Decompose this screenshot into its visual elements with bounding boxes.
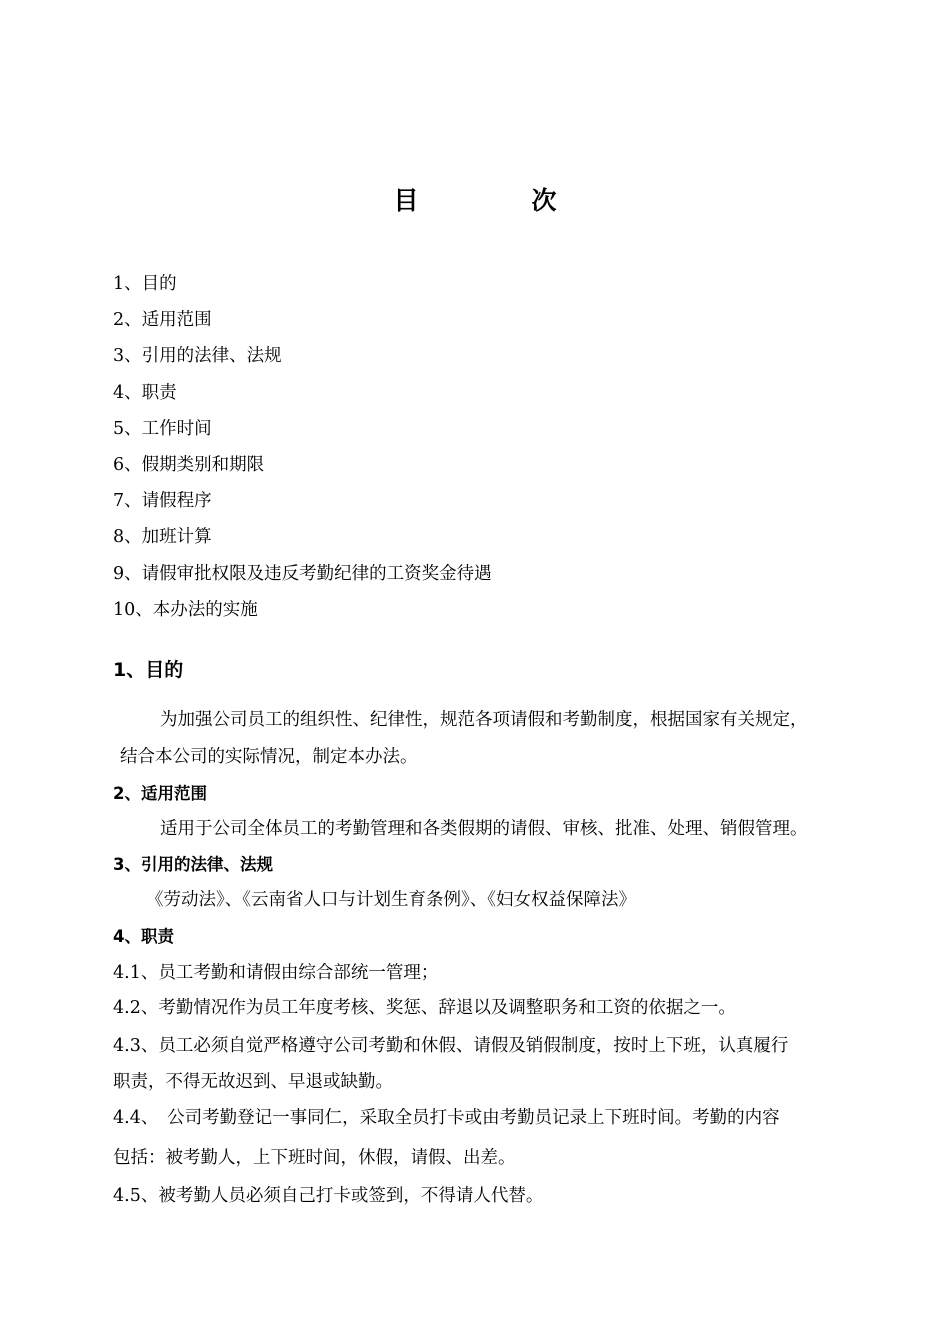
toc-item: 2、适用范围	[113, 310, 212, 331]
section-4-item-2: 4.2、考勤情况作为员工年度考核、奖惩、辞退以及调整职务和工资的依据之一。	[113, 998, 736, 1018]
toc-item: 8、加班计算	[113, 527, 212, 548]
toc-item: 1、目的	[113, 274, 177, 294]
toc-item: 3、引用的法律、法规	[113, 346, 282, 367]
section-3-heading: 3、引用的法律、法规	[113, 855, 273, 874]
section-4-item-4-line-1: 4.4、 公司考勤登记一事同仁，采取全员打卡或由考勤员记录上下班时间。考勤的内容	[113, 1108, 780, 1128]
toc-item: 9、请假审批权限及违反考勤纪律的工资奖金待遇	[113, 563, 492, 584]
section-4-item-4-line-2: 包括：被考勤人，上下班时间，休假，请假、出差。	[113, 1148, 516, 1168]
toc-item: 10、本办法的实施	[113, 599, 258, 620]
toc-item: 6、假期类别和期限	[113, 454, 265, 475]
section-4-item-1: 4.1、员工考勤和请假由综合部统一管理；	[113, 963, 439, 983]
section-4-item-3-line-1: 4.3、员工必须自觉严格遵守公司考勤和休假、请假及销假制度，按时上下班，认真履行	[113, 1036, 789, 1056]
section-1-heading: 1、目的	[113, 659, 184, 681]
section-1-paragraph-line-1: 为加强公司员工的组织性、纪律性，规范各项请假和考勤制度，根据国家有关规定，	[160, 710, 808, 730]
section-2-heading: 2、适用范围	[113, 784, 207, 803]
section-1-paragraph-line-2: 结合本公司的实际情况，制定本办法。	[120, 747, 418, 767]
toc-item: 7、请假程序	[113, 491, 212, 512]
section-4-item-3-line-2: 职责，不得无故迟到、早退或缺勤。	[113, 1072, 393, 1092]
section-4-heading: 4、职责	[113, 927, 174, 946]
table-of-contents	[113, 266, 492, 628]
page-title: 目 次	[393, 186, 601, 215]
section-4-item-5: 4.5、被考勤人员必须自己打卡或签到，不得请人代替。	[113, 1186, 544, 1206]
toc-item: 5、工作时间	[113, 418, 212, 439]
section-2-paragraph: 适用于公司全体员工的考勤管理和各类假期的请假、审核、批准、处理、销假管理。	[160, 819, 808, 839]
toc-item: 4、职责	[113, 382, 177, 403]
section-3-paragraph: 《劳动法》、《云南省人口与计划生育条例》、《妇女权益保障法》	[146, 890, 636, 910]
